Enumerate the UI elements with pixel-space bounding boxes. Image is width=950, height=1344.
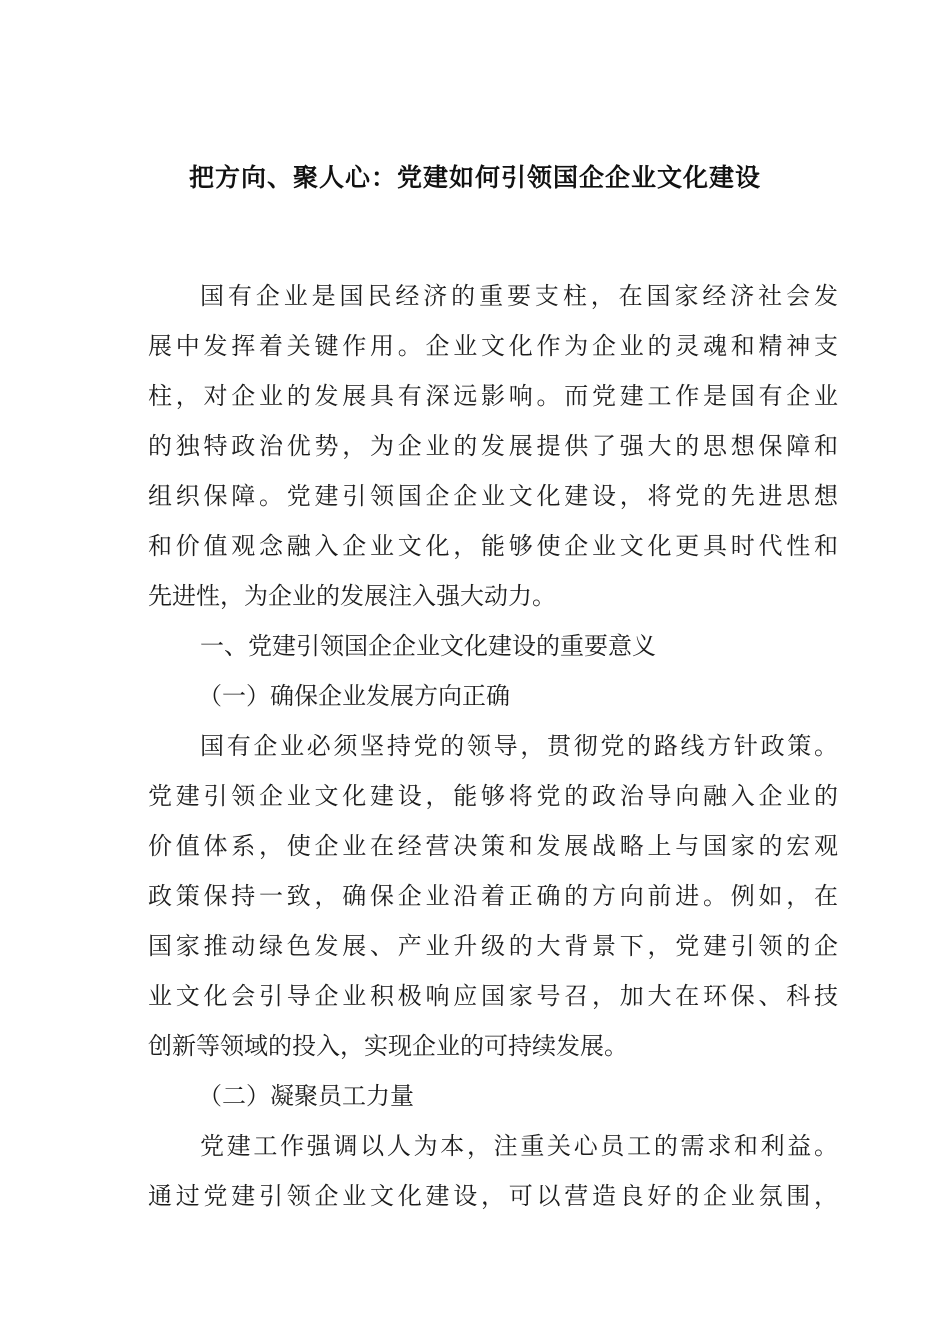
paragraph-line: 的独特政治优势，为企业的发展提供了强大的思想保障和 bbox=[148, 432, 838, 460]
paragraph-line: 国有企业是国民经济的重要支柱，在国家经济社会发 bbox=[200, 282, 838, 310]
document-title: 把方向、聚人心：党建如何引领国企企业文化建设 bbox=[188, 163, 761, 192]
paragraph-line: 通过党建引领企业文化建设，可以营造良好的企业氛围， bbox=[148, 1182, 838, 1210]
section-heading: 一、党建引领国企企业文化建设的重要意义 bbox=[200, 632, 656, 660]
paragraph-line: 和价值观念融入企业文化，能够使企业文化更具时代性和 bbox=[148, 532, 838, 560]
paragraph-line: 党建引领企业文化建设，能够将党的政治导向融入企业的 bbox=[148, 782, 838, 810]
paragraph-line: 党建工作强调以人为本，注重关心员工的需求和利益。 bbox=[200, 1132, 838, 1160]
paragraph-line: 组织保障。党建引领国企企业文化建设，将党的先进思想 bbox=[148, 482, 838, 510]
paragraph-line: 展中发挥着关键作用。企业文化作为企业的灵魂和精神支 bbox=[148, 332, 838, 360]
paragraph-line: 创新等领域的投入，实现企业的可持续发展。 bbox=[148, 1032, 628, 1060]
paragraph-line: 国家推动绿色发展、产业升级的大背景下，党建引领的企 bbox=[148, 932, 838, 960]
paragraph-line: 先进性，为企业的发展注入强大动力。 bbox=[148, 582, 556, 610]
paragraph-line: 国有企业必须坚持党的领导，贯彻党的路线方针政策。 bbox=[200, 732, 838, 760]
paragraph-line: 政策保持一致，确保企业沿着正确的方向前进。例如，在 bbox=[148, 882, 838, 910]
paragraph-line: 价值体系，使企业在经营决策和发展战略上与国家的宏观 bbox=[148, 832, 838, 860]
subsection-heading: （一）确保企业发展方向正确 bbox=[198, 682, 510, 710]
subsection-heading: （二）凝聚员工力量 bbox=[198, 1082, 414, 1110]
paragraph-line: 柱，对企业的发展具有深远影响。而党建工作是国有企业 bbox=[148, 382, 838, 410]
paragraph-line: 业文化会引导企业积极响应国家号召，加大在环保、科技 bbox=[148, 982, 838, 1010]
